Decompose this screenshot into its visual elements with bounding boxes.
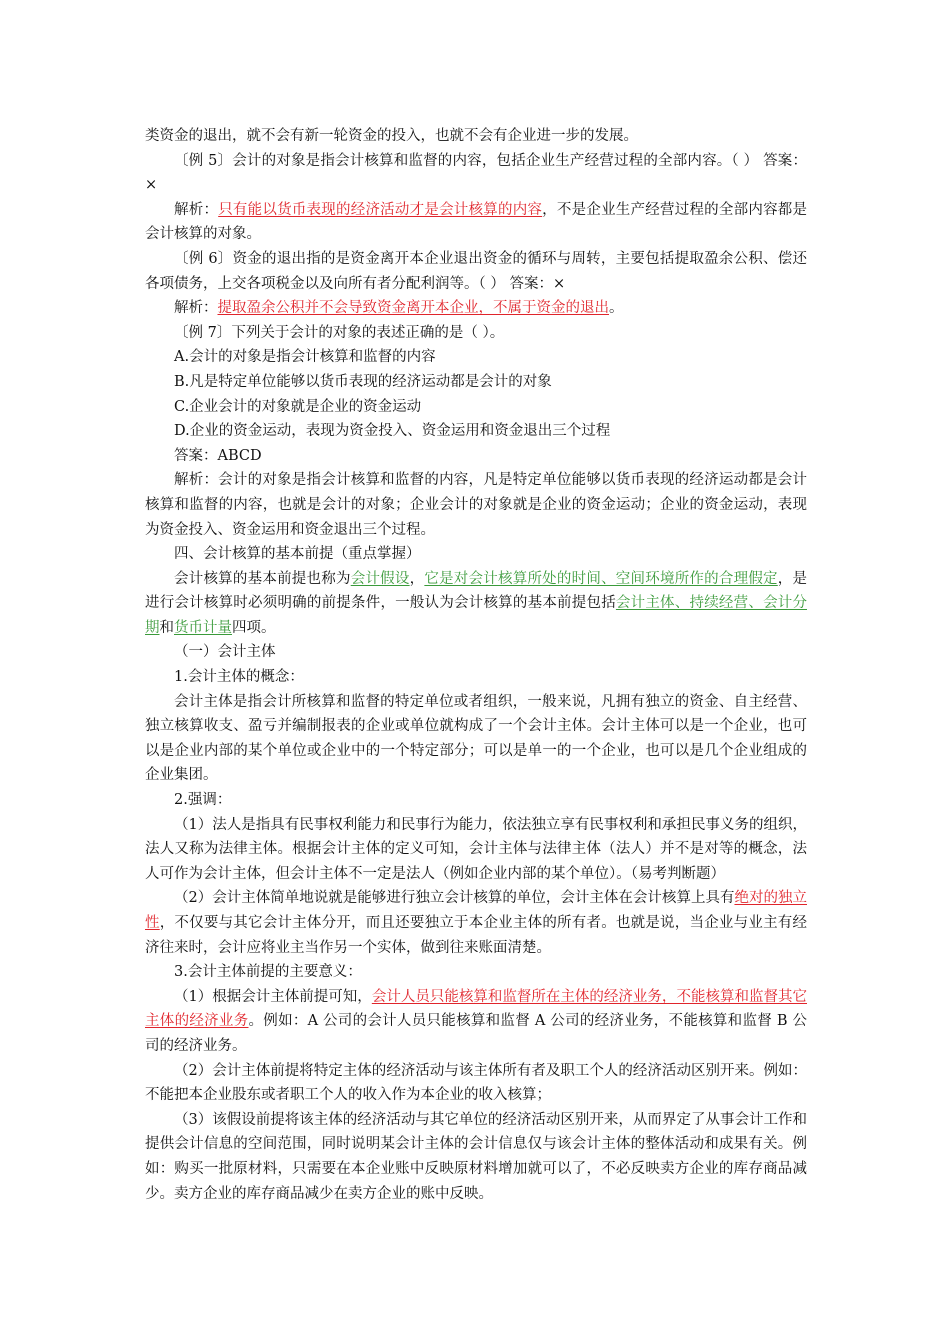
text-segment: （1）根据会计主体前提可知， <box>174 988 372 1005</box>
text-segment: （一）会计主体 <box>174 644 276 661</box>
paragraph <box>145 542 807 567</box>
text-segment: 解析：会计的对象是指会计核算和监督的内容，凡是特定单位能够以货币表现的经济运动都是会计核算和监督的内容，也就是会计的对象；企业会计的对象就是企业的资金运动；企业的资金运动，表现为资金投入、资金运用和资金退出三个过程。 <box>145 472 807 538</box>
paragraph <box>145 345 807 370</box>
paragraph <box>145 985 807 1059</box>
paragraph <box>145 419 807 444</box>
text-segment: 1.会计主体的概念： <box>174 669 304 686</box>
paragraph <box>145 886 807 960</box>
paragraph <box>145 321 807 346</box>
highlighted-text-red: 提取盈余公积并不会导致资金离开本企业，不属于资金的退出 <box>217 300 609 317</box>
highlighted-text-green: 会计假设 <box>350 570 410 587</box>
paragraph <box>145 444 807 469</box>
text-segment: 2.强调： <box>174 792 232 809</box>
text-segment: A.会计的对象是指会计核算和监督的内容 <box>174 349 436 366</box>
paragraph <box>145 665 807 690</box>
paragraph <box>145 247 807 296</box>
text-segment: 。例如：A 公司的会计人员只能核算和监督 A 公司的经济业务，不能核算和监督 B 公司的经济业务。 <box>145 1013 807 1054</box>
paragraph <box>145 640 807 665</box>
text-segment: B.凡是特定单位能够以货币表现的经济运动都是会计的对象 <box>174 373 552 390</box>
text-segment: （2）会计主体简单地说就是能够进行独立会计核算的单位，会计主体在会计核算上具有 <box>174 890 735 907</box>
text-segment: 会计核算的基本前提也称为 <box>174 570 351 587</box>
document-page <box>145 124 807 1206</box>
paragraph <box>145 468 807 542</box>
text-segment: 四、会计核算的基本前提（重点掌握） <box>174 546 421 563</box>
paragraph <box>145 960 807 985</box>
highlighted-text-green: 它是对会计核算所处的时间、空间环境所作的合理假定 <box>424 570 778 587</box>
highlighted-text-green: 货币计量 <box>174 619 232 636</box>
text-segment: 解析： <box>174 201 219 218</box>
text-segment: 3.会计主体前提的主要意义： <box>174 964 362 981</box>
paragraph <box>145 1059 807 1108</box>
highlighted-text-green: 会计主体、持续经营、会计分期 <box>145 595 807 636</box>
text-segment: 答案：ABCD <box>174 447 262 464</box>
text-segment: 和 <box>159 619 174 636</box>
text-segment: （3）该假设前提将该主体的经济活动与其它单位的经济活动区别开来，从而界定了从事会计工作和提供会计信息的空间范围，同时说明某会计主体的会计信息仅与该会计主体的整体活动和成果有关。例如：购买一批原材料，只需要在本企业账中反映原材料增加就可以了，不必反映卖方企业的库存商品减少。卖方企业的库存商品减少在卖方企业的账中反映。 <box>145 1111 807 1202</box>
paragraph <box>145 395 807 420</box>
text-segment: 。 <box>609 300 624 317</box>
paragraph <box>145 149 807 198</box>
text-segment: ，不仅要与其它会计主体分开，而且还要独立于本企业主体的所有者。也就是说，当企业与业主有经济往来时，会计应将业主当作另一个实体，做到往来账面清楚。 <box>145 915 807 956</box>
paragraph <box>145 690 807 788</box>
text-segment: 四项。 <box>232 619 276 636</box>
paragraph <box>145 788 807 813</box>
paragraph <box>145 296 807 321</box>
text-segment: 〔例 7〕下列关于会计的对象的表述正确的是（ ）。 <box>174 324 505 341</box>
text-segment: C.企业会计的对象就是企业的资金运动 <box>174 398 422 415</box>
text-segment: 〔例 5〕会计的对象是指会计核算和监督的内容，包括企业生产经营过程的全部内容。（ ） 答案：× <box>145 152 807 194</box>
paragraph <box>145 567 807 641</box>
text-segment: 解析： <box>174 300 218 317</box>
text-segment: ，不是企业生产经营过程的全部内容都是会计核算的对象。 <box>145 201 808 243</box>
text-segment: D.企业的资金运动，表现为资金投入、资金运用和资金退出三个过程 <box>174 423 611 440</box>
paragraph <box>145 1108 807 1206</box>
paragraph <box>145 198 807 247</box>
text-segment: 类资金的退出，就不会有新一轮资金的投入，也就不会有企业进一步的发展。 <box>145 128 638 144</box>
highlighted-text-red: 绝对的独立性 <box>145 890 807 931</box>
highlighted-text-red: 会计人员只能核算和监督所在主体的经济业务，不能核算和监督其它主体的经济业务 <box>145 988 807 1030</box>
paragraph <box>145 370 807 395</box>
paragraph <box>145 124 807 149</box>
text-segment: 〔例 6〕资金的退出指的是资金离开本企业退出资金的循环与周转，主要包括提取盈余公积、偿还各项债务，上交各项税金以及向所有者分配利润等。（ ） 答案：× <box>145 250 807 292</box>
text-segment: 会计主体是指会计所核算和监督的特定单位或者组织，一般来说，凡拥有独立的资金、自主经营、独立核算收支、盈亏并编制报表的企业或单位就构成了一个会计主体。会计主体可以是一个企业，也可以是企业内部的某个单位或企业中的一个特定部分；可以是单一的一个企业，也可以是几个企业组成的企业集团。 <box>145 693 807 784</box>
text-segment: （1）法人是指具有民事权利能力和民事行为能力，依法独立享有民事权利和承担民事义务的组织，法人又称为法律主体。根据会计主体的定义可知，会计主体与法律主体（法人）并不是对等的概念，法人可作为会计主体，但会计主体不一定是法人（例如企业内部的某个单位）。（易考判断题） <box>145 816 807 882</box>
text-segment: （2）会计主体前提将特定主体的经济活动与该主体所有者及职工个人的经济活动区别开来。例如：不能把本企业股东或者职工个人的收入作为本企业的收入核算； <box>145 1062 807 1104</box>
highlighted-text-red: 只有能以货币表现的经济活动才是会计核算的内容 <box>218 201 543 218</box>
text-segment: ， <box>409 570 425 587</box>
text-segment: ，是进行会计核算时必须明确的前提条件，一般认为会计核算的基本前提包括 <box>145 570 808 612</box>
paragraph <box>145 813 807 887</box>
